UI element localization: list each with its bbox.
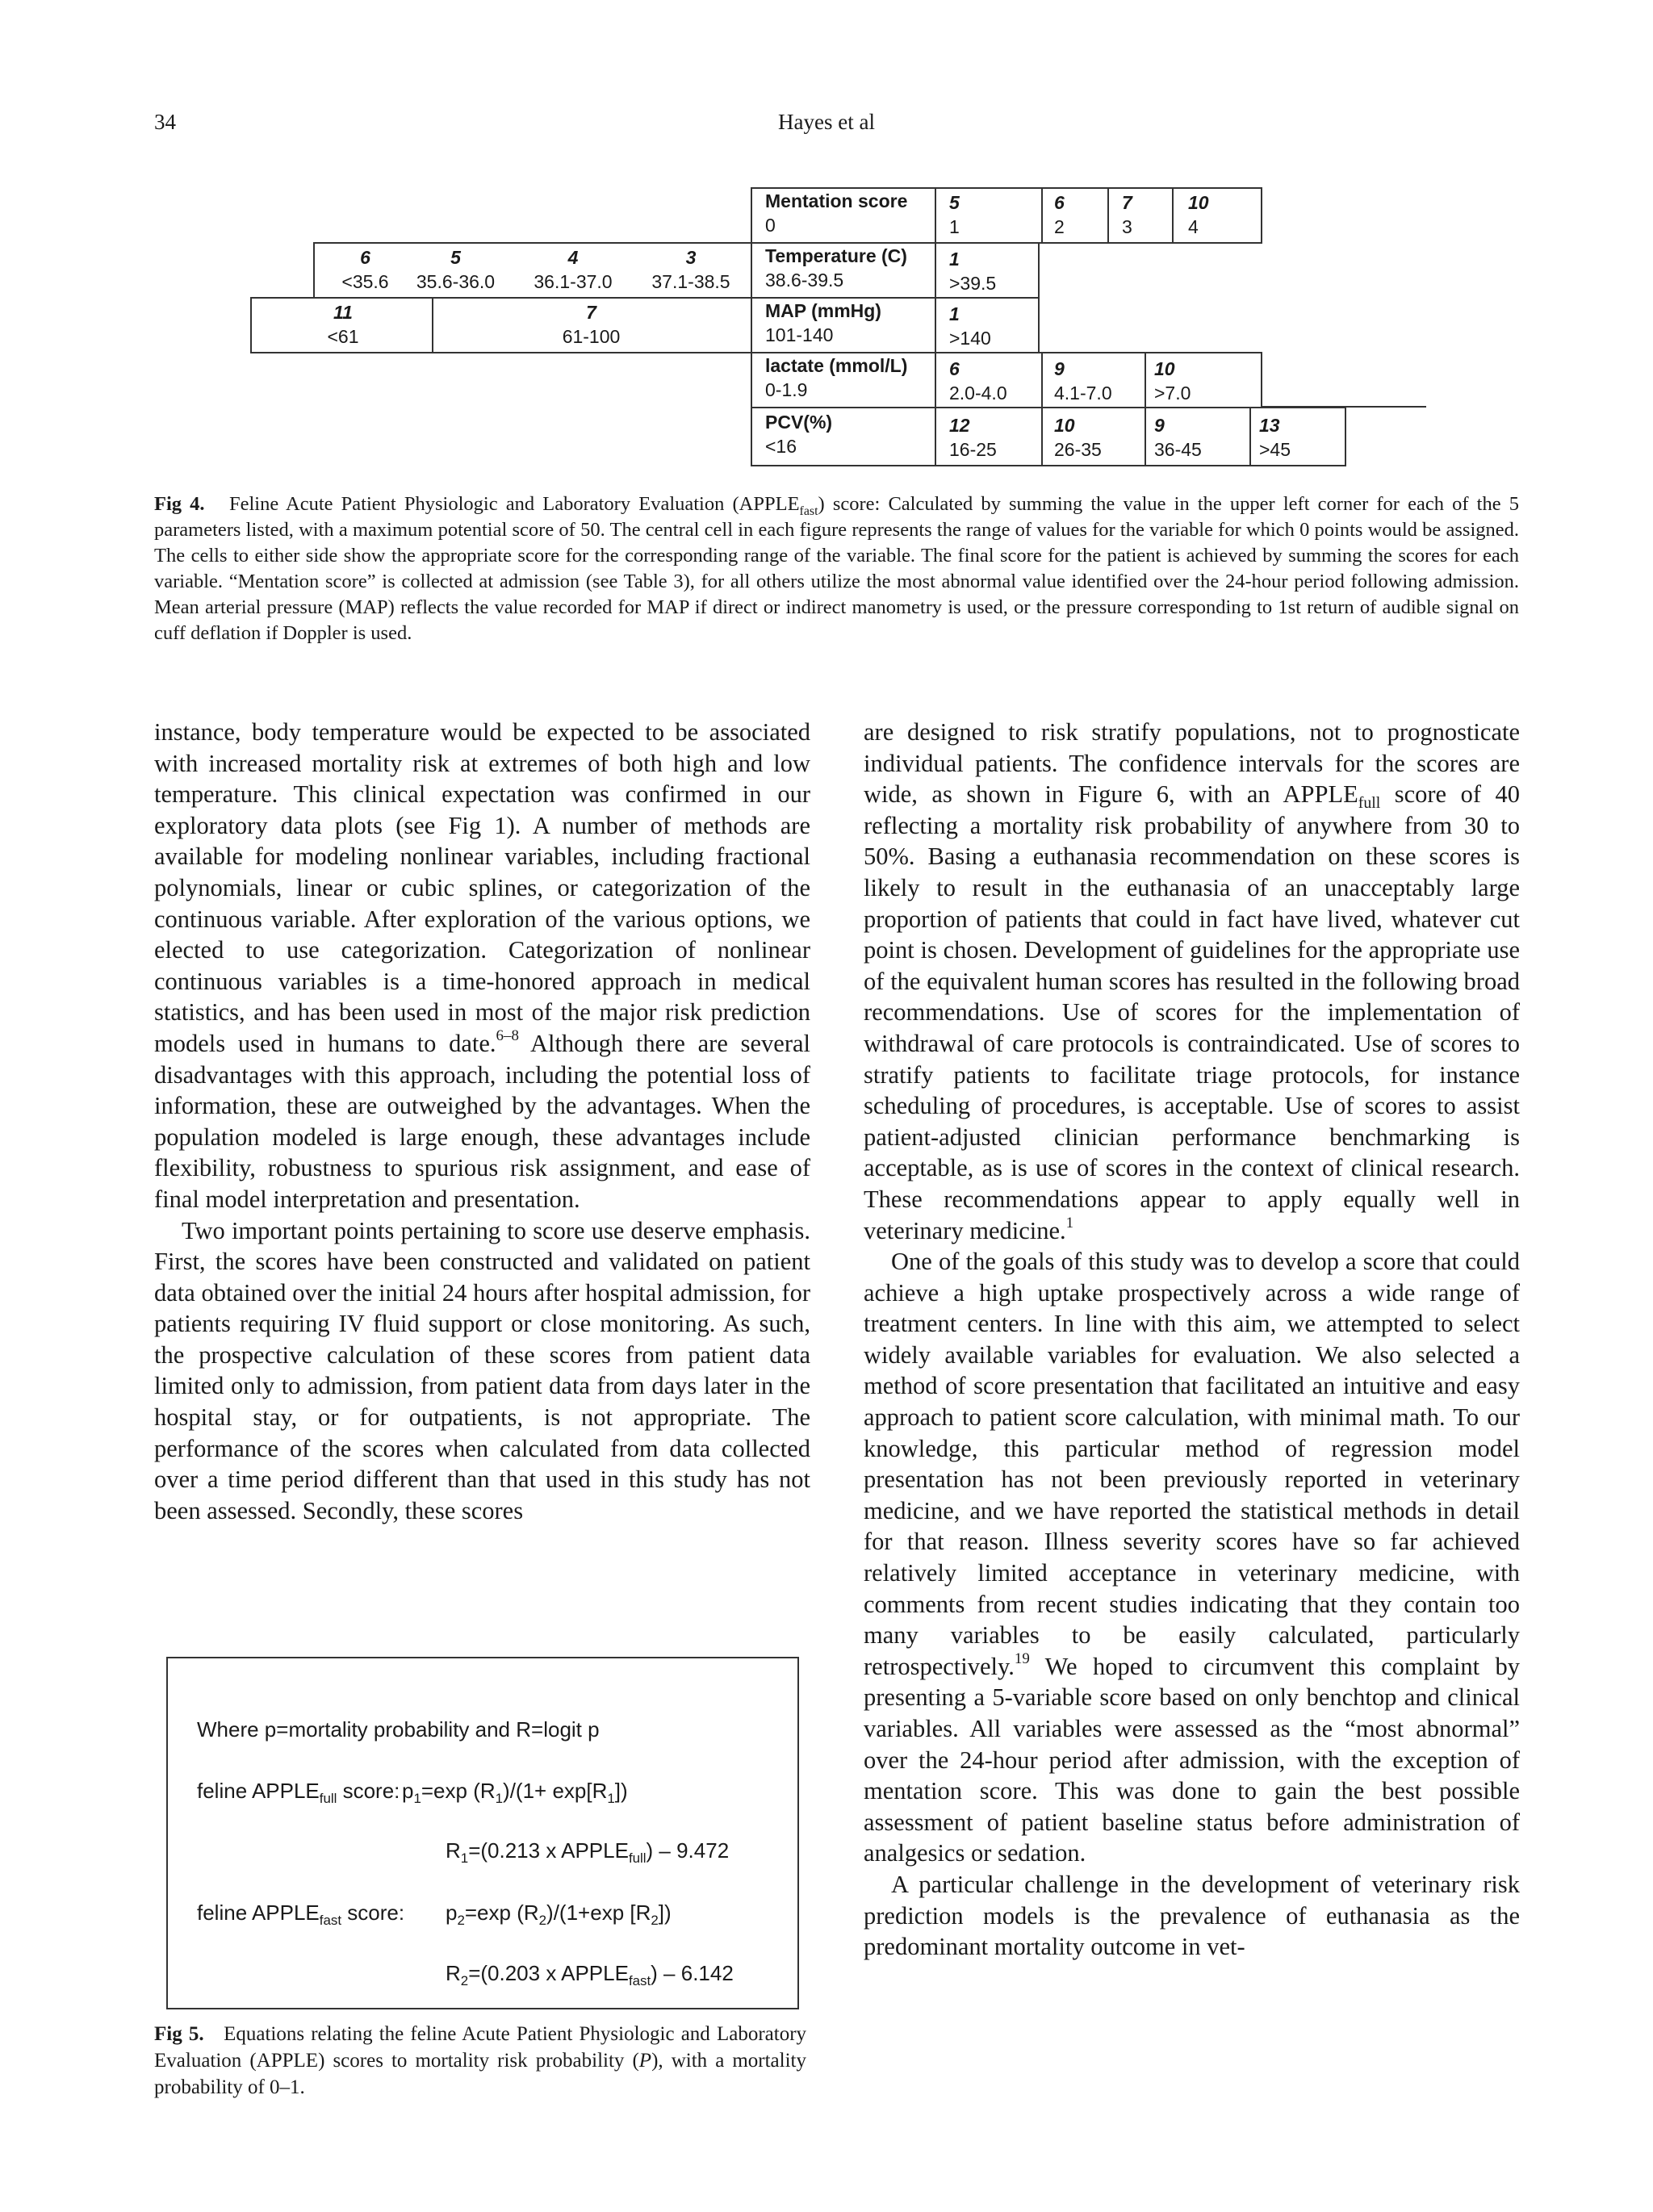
temperature-score-cell: 1 >39.5 <box>949 249 997 294</box>
map-score-cell: 7 61-100 <box>562 302 621 347</box>
map-center <box>765 299 881 347</box>
mentation-score-cell: 7 3 <box>1122 192 1132 237</box>
equation-r2: $R_2=(0.203$ x $APPLE_{fast}) - 6.142$ <box>446 1961 734 1989</box>
lactate-score-cell: 9 4.1-7.0 <box>1054 358 1112 404</box>
lactate-normal-range: 0-1.9 <box>765 379 808 400</box>
mentation-score-cell: 6 2 <box>1054 192 1065 237</box>
pcv-center <box>765 410 832 458</box>
pcv-score-cell: 13 >45 <box>1259 415 1291 460</box>
map-score-cell: 1 >140 <box>949 303 991 349</box>
map-score-cell: 11 <61 <box>327 302 359 347</box>
pcv-score-cell: 12 16-25 <box>949 415 997 460</box>
temperature-score-cell: 5 35.6-36.0 <box>416 247 496 292</box>
pcv-score-cell: 9 36-45 <box>1154 415 1202 460</box>
apple-fast-label: feline $APPLE_{fast}$ score: <box>197 1900 405 1929</box>
paragraph: Two important points pertaining to score use deserve emphasis. First, the scores have been constructed and validated on patient data obtained over the initial 24 hours after hospital admission, for patients requiring IV fluid support or close monitoring. As such, the prospective calculation of these scores from patient data limited only to admission, from patient data from days later in the hospital stay, or for outpatients, is not appropriate. The performance of the scores when calculated from data collected over a time period different than that used in this study has not been assessed. Secondly, these scores <box>154 1216 810 1524</box>
pcv-row <box>751 407 1346 466</box>
paragraph: are designed to risk stratify populations, not to prognosticate individual patients. The confidence intervals for the scores are wide, as shown in Figure 6, with an $APPLE_{full}$ score of 40 reflecting a mortality risk probability of anywhere from 30 to 50%. Basing a euthanasia recommendation on these scores is likely to result in the euthanasia of an unacceptably large proportion of patients that could in fact have lived, whatever cut point is chosen. Development of guidelines for the appropriate use of the equivalent human scores has resulted in the following broad recommendations. Use of scores for the implementation of withdrawal of care protocols is contraindicated. Use of scores to stratify patients to facilitate triage protocols, for instance scheduling of procedures, is acceptable. Use of scores to assist patient-adjusted clinician performance benchmarking is acceptable, as is use of scores in the context of clinical research. These recommendations appear to apply equally well in veterinary medicine.$^1$ <box>864 718 1520 1244</box>
figure-5-equations <box>166 1657 799 2009</box>
paragraph: One of the goals of this study was to develop a score that could achieve a high uptake prospectively across a wide range of treatment centers. In line with this aim, we attempted to select widely available variables for evaluation. We also selected a method of score presentation that facilitated an intuitive and easy approach to patient score calculation, with minimal math. To our knowledge, this particular method of regression model presentation has not been previously reported in veterinary medicine, and we have reported the statistical methods in detail for that reason. Illness severity scores have so far achieved relatively limited acceptance in veterinary medicine, with comments from recent studies indicating that they contain too many variables to be easily calculated, particularly retrospectively.$^{19}$ We hoped to circumvent this complaint by presenting a 5-variable score based on only benchtop and clinical variables. All variables were assessed as the “most abnormal” over the 24-hour period after admission, with the exception of mentation score. This was done to gain the best possible assessment of patient baseline status before administration of analgesics or sedation. <box>864 1248 1520 1867</box>
running-head: Hayes et al <box>778 110 875 134</box>
temperature-score-cell: 6 <35.6 <box>341 247 389 292</box>
pcv-normal-range: <16 <box>765 436 797 457</box>
map-label: MAP (mmHg) <box>765 300 881 321</box>
figure-5-caption: Fig 5. Equations relating the feline Acute Patient Physiologic and Laboratory Evaluation (APPLE) scores to mortality risk probability (P), with a mortality probability of 0–1. <box>154 2023 807 2098</box>
lactate-center <box>765 353 907 402</box>
equation-r1: $R_1=(0.213$ x $APPLE_{full}) - 9.472$ <box>446 1838 730 1867</box>
temperature-normal-range: 38.6-39.5 <box>765 270 844 291</box>
left-column-text <box>154 717 810 1526</box>
mentation-score-cell: 5 1 <box>949 192 960 237</box>
mentation-label: Mentation score <box>765 190 908 211</box>
mentation-normal-range: 0 <box>765 215 776 236</box>
apple-full-label: feline $APPLE_{full}$ score: <box>197 1779 400 1807</box>
figure-4-caption: Fig 4. Feline Acute Patient Physiologic and Laboratory Evaluation $(APPLE_{fast})$ score: Calculated by summing the value in the upper left corner for each of the 5 parameters listed, with a maximum potential score of 50. The central cell in each figure represents the range of values for the variable for which 0 points would be assigned. The cells to either side show the appropriate score for the corresponding range of the variable. The final score for the patient is achieved by summing the scores for each variable. “Mentation score” is collected at admission (see Table 3), for all others utilize the most abnormal value identified over the 24-hour period following admission. Mean arterial pressure (MAP) reflects the value recorded for MAP if direct or indirect manometry is used, or the pressure corresponding to 1st return of audible signal on cuff deflation if Doppler is used. <box>154 493 1519 644</box>
lactate-score-cell: 6 2.0-4.0 <box>949 358 1007 404</box>
page-number: 34 <box>154 110 176 134</box>
right-column-text <box>864 717 1520 1963</box>
equation-intro: Where p=mortality probability and R=logit p <box>197 1717 600 1742</box>
lactate-score-cell: 10 >7.0 <box>1154 358 1191 404</box>
temperature-score-cell: 4 36.1-37.0 <box>534 247 613 292</box>
paragraph: A particular challenge in the development of veterinary risk prediction models is the prevalence of euthanasia as the predominant mortality outcome in vet- <box>864 1870 1520 1961</box>
equation-p2: $p_2=\exp$ $(R_2)/(1+\exp$ $[R_2]$) <box>446 1900 672 1929</box>
pcv-score-cell: 10 26-35 <box>1054 415 1102 460</box>
pcv-label: PCV(%) <box>765 412 833 433</box>
mentation-center <box>765 189 907 237</box>
lactate-label: lactate (mmol/L) <box>765 355 908 376</box>
paragraph: instance, body temperature would be expected to be associated with increased mortality risk at extremes of both high and low temperature. This clinical expectation was confirmed in our exploratory data plots (see Fig 1). A number of methods are available for modeling nonlinear variables, including fractional polynomials, linear or cubic splines, or categorization of the continuous variable. After exploration of the various options, we elected to use categorization. Categorization of nonlinear continuous variables is a time-honored approach in medical statistics, and has been used in most of the major risk prediction models used in humans to date.$^{6-8}$ Although there are several disadvantages with this approach, including the potential loss of information, these are outweighed by the advantages. When the population modeled is large enough, these advantages include flexibility, robustness to spurious risk assignment, and ease of final model interpretation and presentation. <box>154 718 810 1213</box>
temperature-center <box>765 244 907 292</box>
figure-4-score-chart <box>0 0 1653 484</box>
map-normal-range: 101-140 <box>765 324 834 345</box>
temperature-score-cell: 3 37.1-38.5 <box>651 247 730 292</box>
equation-p1: $p_1=\exp$ $(R_1)/(1+ \exp[R_1])$ <box>402 1779 628 1807</box>
mentation-score-cell: 10 4 <box>1188 192 1209 237</box>
temperature-label: Temperature (C) <box>765 245 907 266</box>
